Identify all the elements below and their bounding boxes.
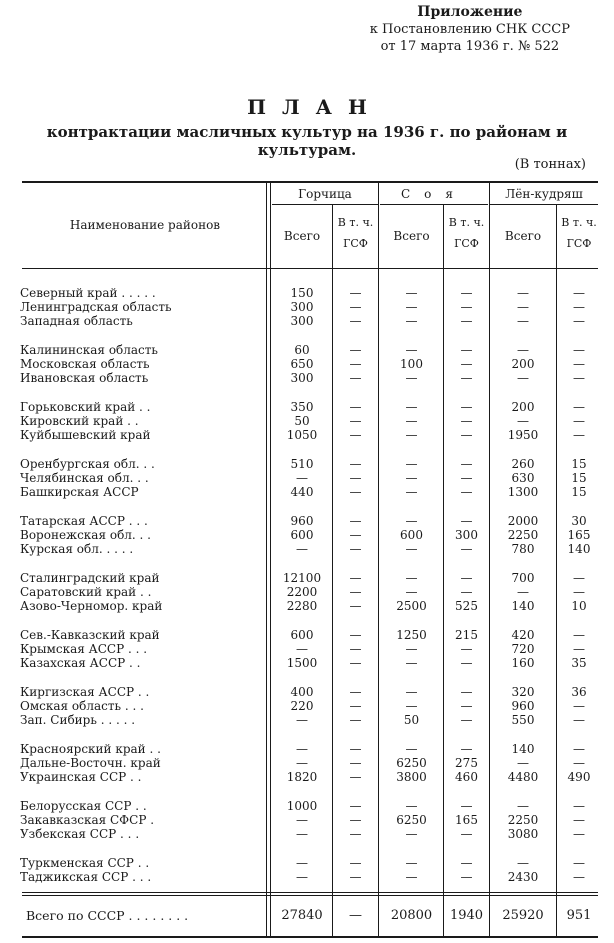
table-cell-l-gsf: — [573,642,585,656]
table-cell-l-total: 420 [511,628,535,642]
table-cell-l-total: — [517,585,529,599]
table-cell-l-gsf: 15 [571,471,587,485]
table-cell-g-total: 150 [290,286,314,300]
table-cell-s-total: — [405,414,418,428]
table-cell-l-total: — [517,314,529,328]
total-s-total: 20800 [390,908,433,923]
table-cell-s-total: 1250 [396,628,427,642]
header-l-gsf-2: ГСФ [566,237,592,250]
table-cell-s-total: 50 [403,713,420,727]
table-cell-l-gsf: — [573,371,585,385]
table-row-label: Оренбургская обл. . . [20,457,155,471]
table-cell-g-gsf: — [349,300,362,314]
table-cell-s-total: — [405,585,418,599]
header-l-total: Всего [504,229,542,243]
table-cell-g-gsf: — [349,699,362,713]
table-cell-l-total: — [517,343,529,357]
table-cell-l-gsf: — [573,343,585,357]
table-cell-l-gsf: — [573,585,585,599]
table-cell-l-total: 1300 [507,485,539,499]
table-row-label: Узбекская ССР . . . [20,827,140,841]
table-cell-g-gsf: — [349,400,362,414]
table-cell-s-total: — [405,400,418,414]
table-cell-s-total: — [405,699,418,713]
table-cell-s-gsf: — [460,571,473,585]
table-cell-g-total: 12100 [282,571,322,585]
table-cell-l-gsf: 165 [567,528,591,542]
table-cell-g-gsf: — [349,685,362,699]
table-row-label: Башкирская АССР [20,485,139,499]
table-cell-l-total: — [517,371,529,385]
table-cell-g-total: — [296,870,308,884]
table-cell-s-total: 2500 [396,599,427,613]
table-cell-l-gsf: — [573,414,585,428]
table-cell-l-total: 4480 [507,770,539,784]
table-row-label: Туркменская ССР . . [20,856,150,870]
table-cell-s-gsf: 460 [455,770,478,784]
table-cell-g-gsf: — [349,571,362,585]
table-cell-s-total: 3800 [396,770,427,784]
table-cell-g-total: 300 [290,314,314,328]
header-s-gsf-2: ГСФ [454,237,479,250]
table-cell-l-total: — [517,856,529,870]
total-separator-rule [22,892,598,893]
total-l-total: 25920 [502,908,544,923]
table-cell-g-gsf: — [349,585,362,599]
table-cell-l-gsf: — [573,300,585,314]
table-cell-l-gsf: 15 [571,457,587,471]
table-cell-s-total: — [405,314,418,328]
table-row-label: Ивановская область [20,371,149,385]
table-cell-s-total: 100 [400,357,423,371]
table-cell-s-total: — [405,300,418,314]
table-cell-g-total: 2200 [286,585,318,599]
table-cell-g-gsf: — [349,414,362,428]
total-g-gsf: — [349,908,362,923]
table-cell-g-gsf: — [349,542,362,556]
table-cell-g-gsf: — [349,457,362,471]
table-cell-l-gsf: — [573,357,585,371]
table-row-label: Красноярский край . . [20,742,161,756]
header-g-total: Всего [283,229,321,243]
table-cell-s-total: — [405,656,418,670]
total-l-gsf: 951 [566,908,592,923]
table-row-label: Азово-Черномор. край [20,599,163,613]
table-cell-l-gsf: — [573,699,585,713]
table-cell-l-total: 2000 [507,514,539,528]
table-cell-g-gsf: — [349,870,362,884]
table-cell-l-gsf: — [573,571,585,585]
table-cell-s-gsf: — [460,542,473,556]
table-row-label: Калининская область [20,343,158,357]
table-cell-l-total: 3080 [507,827,539,841]
table-row-label: Татарская АССР . . . [20,514,148,528]
table-cell-s-total: — [405,471,418,485]
table-cell-s-total: — [405,514,418,528]
appendix-decree: к Постановлению СНК СССР [369,22,570,37]
table-cell-s-gsf: — [460,514,473,528]
table-cell-g-gsf: — [349,642,362,656]
table-cell-g-total: — [296,642,308,656]
table-cell-s-gsf: — [460,799,473,813]
total-separator-rule-2 [22,895,598,896]
table-cell-g-total: — [296,742,308,756]
table-cell-l-gsf: — [573,286,585,300]
total-row-label: Всего по СССР . . . . . . . . [26,908,189,923]
table-cell-l-total: 1950 [507,428,539,442]
col-divider-g-s [378,181,379,938]
table-cell-s-gsf: — [460,400,473,414]
table-cell-g-total: — [296,713,308,727]
table-cell-s-gsf: — [460,656,473,670]
table-row-label: Куйбышевский край [20,428,151,442]
table-cell-s-total: — [405,856,418,870]
table-cell-s-total: — [405,827,418,841]
table-row-label: Закавказская СФСР . [20,813,155,827]
table-cell-g-total: 600 [290,628,314,642]
table-cell-l-total: — [517,799,529,813]
table-cell-l-total: 200 [511,357,535,371]
table-cell-g-total: — [296,542,308,556]
appendix-title: Приложение [417,4,523,20]
table-row-label: Сталинградский край [20,571,160,585]
table-cell-s-gsf: — [460,685,473,699]
table-cell-g-total: 960 [290,514,314,528]
table-row-label: Крымская АССР . . . [20,642,148,656]
header-s-gsf-1: В т. ч. [448,216,485,229]
table-row-label: Челябинская обл. . . [20,471,149,485]
total-s-gsf: 1940 [449,908,484,923]
table-row-label: Украинская ССР . . [20,770,142,784]
table-cell-g-gsf: — [349,371,362,385]
table-cell-g-gsf: — [349,827,362,841]
table-cell-s-total: — [405,870,418,884]
table-row-label: Саратовский край . . [20,585,152,599]
table-cell-s-total: 6250 [396,813,427,827]
table-cell-s-gsf: — [460,314,473,328]
header-g-gsf-1: В т. ч. [337,216,374,229]
table-cell-l-gsf: — [573,400,585,414]
table-cell-s-gsf: — [460,827,473,841]
table-cell-g-gsf: — [349,528,362,542]
table-cell-g-total: 60 [294,343,310,357]
table-cell-l-total: 700 [511,571,535,585]
table-row-label: Курская обл. . . . . [20,542,134,556]
table-cell-l-gsf: — [573,628,585,642]
table-cell-l-gsf: 30 [571,514,587,528]
table-cell-g-total: 350 [290,400,314,414]
header-l-gsf-1: В т. ч. [561,216,597,229]
table-cell-s-total: — [405,542,418,556]
table-cell-g-total: 220 [290,699,314,713]
table-cell-g-gsf: — [349,713,362,727]
table-cell-s-total: — [405,642,418,656]
table-cell-g-total: — [296,827,308,841]
table-cell-s-gsf: — [460,471,473,485]
table-cell-s-gsf: — [460,870,473,884]
table-cell-g-gsf: — [349,357,362,371]
table-cell-s-gsf: — [460,457,473,471]
table-cell-s-total: — [405,457,418,471]
table-cell-s-gsf: — [460,856,473,870]
table-cell-g-total: 50 [294,414,310,428]
table-cell-g-gsf: — [349,628,362,642]
table-row-label: Дальне-Восточн. край [20,756,161,770]
table-cell-l-total: — [517,756,529,770]
table-cell-g-gsf: — [349,656,362,670]
table-cell-l-gsf: — [573,799,585,813]
header-region: Наименование районов [69,218,221,232]
table-cell-l-total: 630 [511,471,535,485]
table-cell-l-gsf: — [573,428,585,442]
table-cell-g-total: 600 [290,528,314,542]
table-cell-g-gsf: — [349,286,362,300]
table-cell-g-total: 1820 [286,770,318,784]
table-cell-g-gsf: — [349,514,362,528]
table-cell-g-total: 300 [290,371,314,385]
table-cell-l-total: 960 [511,699,535,713]
table-cell-l-gsf: — [573,856,585,870]
table-row-label: Западная область [20,314,133,328]
header-group-lyon: Лён-кудряш [505,187,583,201]
table-cell-s-total: — [405,286,418,300]
table-cell-l-total: — [517,414,529,428]
table-cell-s-gsf: 525 [455,599,478,613]
table-cell-g-gsf: — [349,856,362,870]
table-cell-l-total: 550 [511,713,535,727]
table-cell-s-gsf: — [460,713,473,727]
table-cell-s-gsf: — [460,485,473,499]
table-cell-l-gsf: — [573,827,585,841]
table-cell-s-gsf: — [460,286,473,300]
table-cell-l-total: 2430 [507,870,539,884]
table-cell-s-gsf: — [460,742,473,756]
table-cell-g-gsf: — [349,770,362,784]
table-cell-g-total: 510 [290,457,314,471]
table-cell-g-gsf: — [349,485,362,499]
table-cell-s-gsf: 215 [455,628,478,642]
table-cell-s-gsf: — [460,414,473,428]
table-cell-g-gsf: — [349,813,362,827]
table-row-label: Таджикская ССР . . . [20,870,152,884]
table-cell-l-total: 140 [511,599,535,613]
table-cell-s-total: — [405,485,418,499]
appendix-date: от 17 марта 1936 г. № 522 [380,39,560,54]
table-cell-l-gsf: 36 [571,685,587,699]
table-cell-g-gsf: — [349,471,362,485]
table-row-label: Кировский край . . [20,414,139,428]
table-cell-g-gsf: — [349,742,362,756]
table-cell-l-gsf: 10 [571,599,587,613]
table-cell-l-total: 160 [511,656,535,670]
table-cell-s-gsf: — [460,343,473,357]
table-cell-l-total: 320 [511,685,535,699]
table-row-label: Ленинградская область [20,300,172,314]
table-cell-l-gsf: 15 [571,485,587,499]
header-g-gsf-2: ГСФ [343,237,368,250]
table-row-label: Северный край . . . . . [20,286,156,300]
col-divider-region-2 [270,181,271,938]
units-note: (В тоннах) [514,157,586,172]
table-cell-g-total: 2280 [286,599,318,613]
table-cell-l-total: 780 [511,542,535,556]
table-cell-l-total: 720 [511,642,535,656]
table-cell-s-total: — [405,685,418,699]
table-cell-s-total: 6250 [396,756,427,770]
table-cell-s-gsf: — [460,585,473,599]
table-cell-g-total: 400 [290,685,314,699]
header-group-gorchitsa: Горчица [298,187,352,201]
header-group-soya: Соя [401,187,467,201]
table-cell-l-gsf: 490 [567,770,591,784]
table-header-rule [22,268,598,269]
table-cell-s-gsf: 275 [455,756,478,770]
table-cell-l-total: 200 [511,400,535,414]
table-cell-l-gsf: — [573,742,585,756]
table-cell-l-total: — [517,300,529,314]
table-cell-l-total: 2250 [507,528,539,542]
table-cell-g-total: 650 [290,357,314,371]
table-cell-s-gsf: — [460,428,473,442]
table-cell-s-gsf: 300 [455,528,478,542]
table-bottom-rule [22,936,598,938]
table-cell-l-gsf: 140 [567,542,591,556]
table-cell-g-total: — [296,856,308,870]
table-cell-l-total: 260 [511,457,535,471]
table-cell-g-total: 1000 [286,799,318,813]
table-cell-g-gsf: — [349,343,362,357]
plan-subtitle: контрактации масличных культур на 1936 г. по районам и культурам. [46,123,568,159]
table-row-label: Воронежская обл. . . [20,528,151,542]
table-cell-g-gsf: — [349,756,362,770]
table-cell-s-total: — [405,571,418,585]
table-row-label: Зап. Сибирь . . . . . [20,713,136,727]
table-cell-l-gsf: — [573,314,585,328]
table-cell-l-gsf: — [573,756,585,770]
table-row-label: Сев.-Кавказский край [20,628,160,642]
table-row-label: Московская область [20,357,150,371]
table-cell-g-total: — [296,756,308,770]
table-cell-s-gsf: — [460,357,473,371]
table-cell-l-gsf: — [573,870,585,884]
table-cell-g-total: 440 [290,485,314,499]
table-cell-l-total: 2250 [507,813,539,827]
table-cell-l-gsf: — [573,713,585,727]
table-cell-g-gsf: — [349,428,362,442]
table-cell-g-gsf: — [349,599,362,613]
plan-heading: ПЛАН [247,95,383,119]
table-cell-l-total: — [517,286,529,300]
table-cell-s-total: — [405,742,418,756]
table-cell-s-total: — [405,371,418,385]
table-cell-s-total: 600 [400,528,423,542]
table-cell-s-gsf: — [460,699,473,713]
table-row-label: Горьковский край . . [20,400,151,414]
table-row-label: Омская область . . . [20,699,144,713]
table-cell-g-gsf: — [349,799,362,813]
table-cell-s-gsf: 165 [455,813,478,827]
table-cell-g-total: 1050 [286,428,318,442]
table-cell-g-total: — [296,813,308,827]
table-cell-s-total: — [405,343,418,357]
table-cell-l-total: 140 [511,742,535,756]
table-cell-g-gsf: — [349,314,362,328]
table-row-label: Киргизская АССР . . [20,685,150,699]
table-cell-s-gsf: — [460,371,473,385]
table-cell-g-total: — [296,471,308,485]
table-cell-g-total: 300 [290,300,314,314]
header-s-total: Всего [393,229,430,243]
table-cell-g-total: 1500 [286,656,318,670]
table-cell-s-gsf: — [460,300,473,314]
table-cell-l-gsf: 35 [571,656,587,670]
table-cell-l-gsf: — [573,813,585,827]
table-cell-s-gsf: — [460,642,473,656]
total-g-total: 27840 [281,908,323,923]
table-cell-s-total: — [405,428,418,442]
table-cell-s-total: — [405,799,418,813]
appendix-note [370,4,570,55]
table-row-label: Казахская АССР . . [20,656,141,670]
table-row-label: Белорусская ССР . . [20,799,147,813]
